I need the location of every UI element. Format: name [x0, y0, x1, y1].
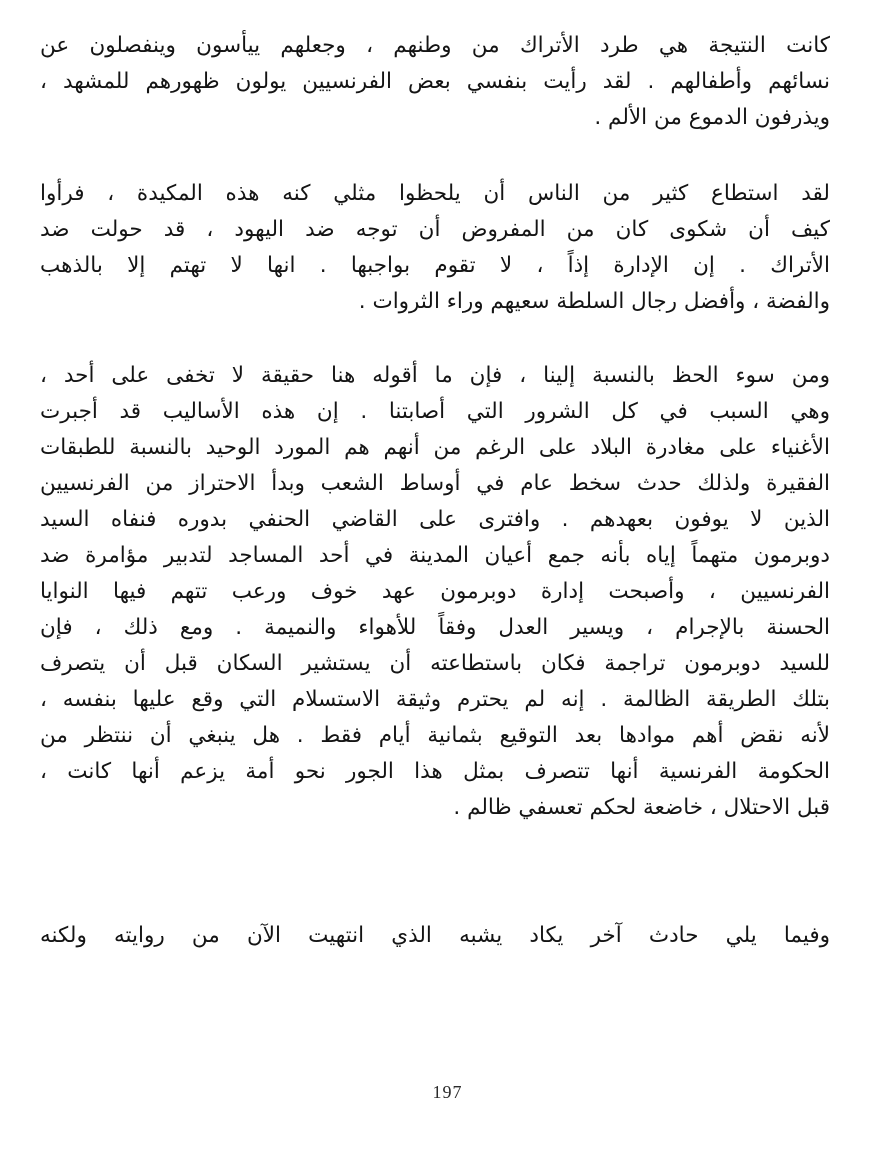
- text-line: دوبرمون متهماً إياه بأنه جمع أعيان المدينة في أحد المساجد لتدبير مؤامرة ضد: [40, 543, 830, 568]
- paragraph-3: [40, 358, 830, 826]
- text-line: قبل الاحتلال ، خاضعة لحكم تعسفي ظالم .: [453, 795, 830, 820]
- text-line: الحكومة الفرنسية أنها تتصرف بمثل هذا الجور نحو أمة يزعم أنها كانت ،: [40, 759, 830, 784]
- text-line: الذين لا يوفون بعهدهم . وافترى على القاضي الحنفي بدوره فنفاه السيد: [40, 507, 830, 532]
- text-line: نسائهم وأطفالهم . لقد رأيت بنفسي بعض الفرنسيين يولون ظهورهم للمشهد ،: [40, 69, 830, 94]
- text-line: وهي السبب في كل الشرور التي أصابتنا . إن هذه الأساليب قد أجبرت: [40, 399, 830, 424]
- text-line: الفرنسيين ، وأصبحت إدارة دوبرمون عهد خوف ورعب تتهم فيها النوايا: [40, 579, 830, 604]
- text-line: وفيما يلي حادث آخر يكاد يشبه الذي انتهيت الآن من روايته ولكنه: [40, 923, 830, 948]
- text-line: والفضة ، وأفضل رجال السلطة سعيهم وراء الثروات .: [358, 289, 830, 314]
- text-line: كانت النتيجة هي طرد الأتراك من وطنهم ، وجعلهم ييأسون وينفصلون عن: [40, 33, 830, 58]
- text-line: الحسنة بالإجرام ، ويسير العدل وفقاً للأهواء والنميمة . ومع ذلك ، فإن: [40, 615, 830, 640]
- text-line: لأنه نقض أهم موادها بعد التوقيع بثمانية أيام فقط . هل ينبغي أن ننتظر من: [40, 723, 830, 748]
- paragraph-4: [40, 918, 830, 954]
- text-line: للسيد دوبرمون تراجمة فكان باستطاعته أن يستشير السكان قبل أن يتصرف: [40, 651, 830, 676]
- paragraph-2: [40, 176, 830, 320]
- text-line: الأتراك . إن الإدارة إذاً ، لا تقوم بواجبها . انها لا تهتم إلا بالذهب: [40, 253, 830, 278]
- text-line: كيف أن شكوى كان من المفروض أن توجه ضد اليهود ، قد حولت ضد: [40, 217, 830, 242]
- text-line: الأغنياء على مغادرة البلاد على الرغم من أنهم هم المورد الوحيد بالنسبة للطبقات: [40, 435, 830, 460]
- text-line: الفقيرة ولذلك حدث سخط عام في أوساط الشعب وبدأ الاحتراز من الفرنسيين: [40, 471, 830, 496]
- text-line: ويذرفون الدموع من الألم .: [594, 105, 830, 130]
- text-line: لقد استطاع كثير من الناس أن يلحظوا مثلي كنه هذه المكيدة ، فرأوا: [40, 181, 830, 206]
- text-line: ومن سوء الحظ بالنسبة إلينا ، فإن ما أقوله هنا حقيقة لا تخفى على أحد ،: [40, 363, 830, 388]
- text-line: بتلك الطريقة الظالمة . إنه لم يحترم وثيقة الاستسلام التي وقع عليها بنفسه ،: [40, 687, 830, 712]
- page-number: 197: [432, 1082, 463, 1102]
- paragraph-1: [40, 28, 830, 136]
